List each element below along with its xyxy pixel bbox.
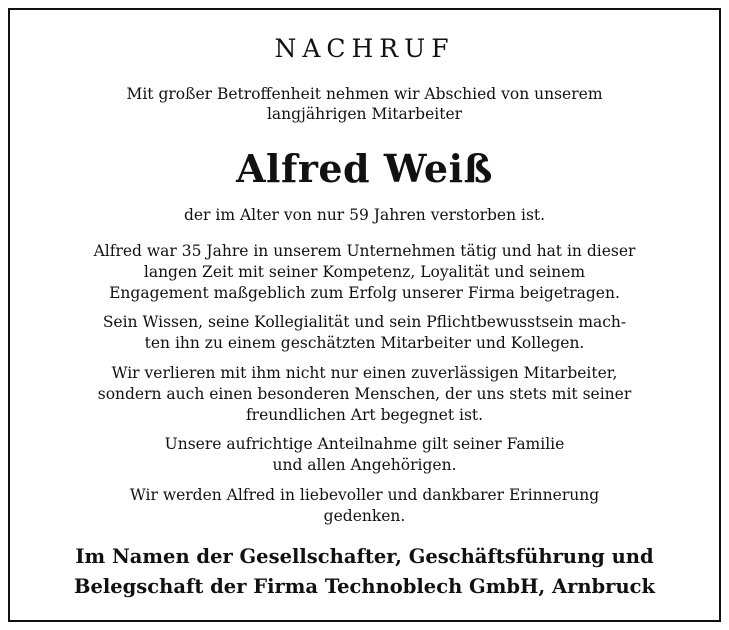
paragraph-line: Wir werden Alfred in liebevoller und dankbarer Erinnerung: [129, 486, 600, 504]
paragraph-line: Wir verlieren mit ihm nicht nur einen zuverlässigen Mitarbeiter,: [111, 364, 618, 382]
paragraph-line: Alfred war 35 Jahre in unserem Unternehmen tätig und hat in dieser: [93, 242, 636, 260]
paragraph-line: freundlichen Art begegnet ist.: [245, 406, 484, 424]
signature-line: Im Namen der Gesellschafter, Geschäftsführung und: [75, 545, 654, 568]
paragraph-line: langen Zeit mit seiner Kompetenz, Loyalität und seinem: [143, 263, 586, 281]
paragraph-line: Engagement maßgeblich zum Erfolg unserer Firma beigetragen.: [109, 284, 620, 302]
notice-heading: NACHRUF: [274, 34, 455, 63]
intro-line: Mit großer Betroffenheit nehmen wir Abschied von unserem: [126, 85, 603, 103]
paragraph-line: gedenken.: [323, 507, 406, 525]
intro-line: langjährigen Mitarbeiter: [266, 105, 463, 123]
obituary-notice: [8, 8, 721, 622]
paragraph-line: ten ihn zu einem geschätzten Mitarbeiter und Kollegen.: [144, 334, 585, 352]
signature-line: Belegschaft der Firma Technoblech GmbH, Arnbruck: [73, 575, 656, 598]
age-line: der im Alter von nur 59 Jahren verstorben ist.: [183, 206, 546, 224]
paragraph-line: und allen Angehörigen.: [272, 456, 457, 474]
paragraph-line: Unsere aufrichtige Anteilnahme gilt seiner Familie: [164, 435, 565, 453]
paragraph-line: Sein Wissen, seine Kollegialität und sein Pflichtbewusstsein mach-: [102, 313, 627, 331]
deceased-name: Alfred Weiß: [236, 146, 493, 191]
paragraph-line: sondern auch einen besonderen Menschen, der uns stets mit seiner: [97, 385, 632, 403]
